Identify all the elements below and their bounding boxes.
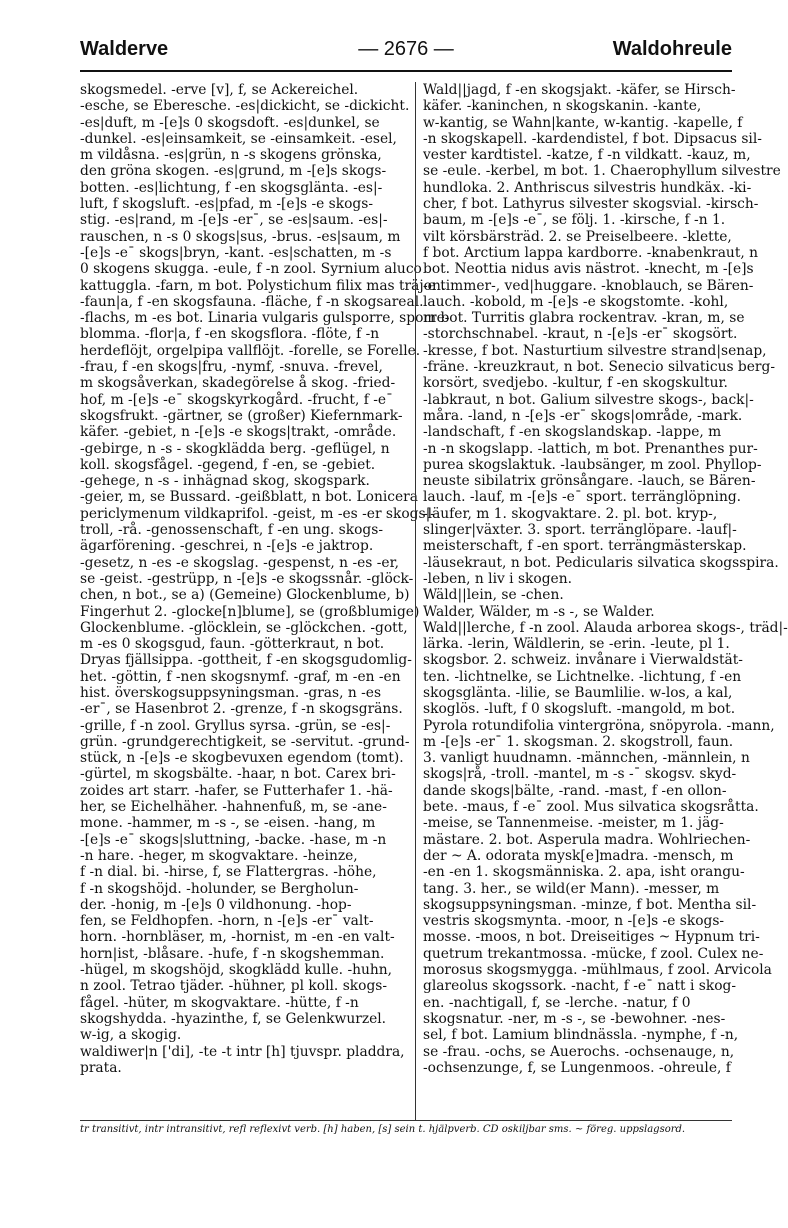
- entry-line: käfer. -gebiet, n -[e]s -e skogs|trakt, -område.: [80, 424, 397, 441]
- entry-line: m bot. Turritis glabra rockentrav. -kran, m, se: [423, 310, 745, 327]
- entry-line: mosse. -moos, n bot. Dreiseitiges ~ Hypnum tri-: [423, 929, 760, 946]
- entry-line: hist. överskogsuppsyningsman. -gras, n -es: [80, 684, 382, 701]
- entry-line: f -n dial. bi. -hirse, f, se Flattergras. -höhe,: [80, 864, 377, 881]
- entry-line: -esche, se Eberesche. -es|dickicht, se -dickicht.: [80, 98, 410, 115]
- entry-line: koll. skogsfågel. -gegend, f -en, se -gebiet.: [80, 456, 376, 473]
- entry-line: 3. vanligt huudnamn. -männchen, -männlein, n: [423, 750, 750, 767]
- entry-line: -en -en 1. skogsmänniska. 2. apa, isht orangu-: [423, 864, 745, 881]
- entry-line: morosus skogsmygga. -mühlmaus, f zool. Arvicola: [423, 962, 772, 979]
- entry-line: Fingerhut 2. -glocke[n]blume], se (großblumige): [80, 603, 420, 620]
- entry-line: -e timmer-, ved|huggare. -knoblauch, se Bären-: [423, 277, 754, 294]
- entry-line: horn|ist, -blåsare. -hufe, f -n skogshemman.: [80, 945, 385, 962]
- entry-line: meisterschaft, f -en sport. terrängmästerskap.: [423, 538, 747, 555]
- entry-line: fågel. -hüter, m skogvaktare. -hütte, f -n: [80, 994, 359, 1011]
- entry-line: -[e]s -eˉ skogs|bryn, -kant. -es|schatten, m -s: [80, 244, 392, 261]
- entry-line: -leben, n liv i skogen.: [423, 570, 572, 587]
- entry-line: skogshydda. -hyazinthe, f, se Gelenkwurzel.: [80, 1010, 387, 1027]
- entry-line: -frau, f -en skogs|fru, -nymf, -snuva. -frevel,: [80, 359, 383, 376]
- entry-line: vilt körsbärsträd. 2. se Preiselbeere. -klette,: [423, 228, 732, 245]
- entry-line: ten. -lichtnelke, se Lichtnelke. -lichtung, f -en: [423, 668, 742, 685]
- entry-line: -läufer, m 1. skogvaktare. 2. pl. bot. kryp-,: [423, 505, 718, 522]
- entry-line: quetrum trekantmossa. -mücke, f zool. Culex ne-: [423, 945, 764, 962]
- entry-line: grün. -grundgerechtigkeit, se -servitut. -grund-: [80, 733, 410, 750]
- entry-line: den gröna skogen. -es|grund, m -[e]s skogs-: [80, 163, 387, 180]
- entry-line: -es|duft, m -[e]s 0 skogsdoft. -es|dunkel, se: [80, 114, 380, 131]
- entry-line: het. -göttin, f -nen skogsnymf. -graf, m -en -en: [80, 668, 401, 685]
- entry-line: ägarförening. -geschrei, n -[e]s -e jaktrop.: [80, 538, 374, 555]
- entry-line: blomma. -flor|a, f -en skogsflora. -flöte, f -n: [80, 326, 380, 343]
- entry-line: -storchschnabel. -kraut, n -[e]s -erˉ skogsört.: [423, 326, 738, 343]
- entry-line: -gürtel, m skogsbälte. -haar, n bot. Carex bri-: [80, 766, 396, 783]
- footer-rule: [80, 1120, 732, 1121]
- entry-line: vester kardtistel. -katze, f -n vildkatt. -kauz, m,: [423, 147, 751, 164]
- entry-line: se -eule. -kerbel, m bot. 1. Chaerophyllum silvestre: [423, 163, 781, 180]
- entry-line: der ~ A. odorata mysk[e]madra. -mensch, m: [423, 847, 734, 864]
- entry-line: cher, f bot. Lathyrus silvester skogsvial. -kirsch-: [423, 196, 759, 213]
- entry-line: Pyrola rotundifolia vintergröna, snöpyrola. -mann,: [423, 717, 775, 734]
- entry-line: n zool. Tetrao tjäder. -hühner, pl koll. skogs-: [80, 978, 388, 995]
- entry-line: fen, se Feldhopfen. -horn, n -[e]s -erˉ valt-: [80, 913, 374, 930]
- entry-line: -kresse, f bot. Nasturtium silvestre strand|senap,: [423, 342, 767, 359]
- entry-line: lauch. -kobold, m -[e]s -e skogstomte. -kohl,: [423, 293, 729, 310]
- entry-line: -n hare. -heger, m skogvaktare. -heinze,: [80, 847, 358, 864]
- entry-line: botten. -es|lichtung, f -en skogsglänta. -es|-: [80, 179, 383, 196]
- entry-line: skogsmedel. -erve [v], f, se Ackereichel.: [80, 82, 359, 98]
- entry-line: luft, f skogsluft. -es|pfad, m -[e]s -e skogs-: [80, 196, 373, 213]
- entry-line: f -n skogshöjd. -holunder, se Bergholun-: [80, 880, 359, 897]
- entry-line: Wald||lerche, f -n zool. Alauda arborea skogs-, träd|-: [423, 619, 788, 636]
- entry-line: -meise, se Tannenmeise. -meister, m 1. jäg-: [423, 815, 724, 832]
- entry-line: bot. Neottia nidus avis nästrot. -knecht, m -[e]s: [423, 261, 754, 278]
- right-column: [423, 82, 788, 1076]
- right-guideword: Waldohreule: [612, 38, 732, 60]
- entry-line: -erˉ, se Hasenbrot 2. -grenze, f -n skogsgräns.: [80, 701, 403, 718]
- entry-line: -n skogskapell. -kardendistel, f bot. Dipsacus sil-: [423, 130, 762, 147]
- entry-line: zoides art starr. -hafer, se Futterhafer 1. -hä-: [80, 782, 393, 799]
- entry-line: -faun|a, f -en skogsfauna. -fläche, f -n skogsareal.: [80, 293, 424, 310]
- entry-line: Dryas fjällsippa. -gottheit, f -en skogsgudomlig-: [80, 652, 412, 669]
- entry-line: stück, n -[e]s -e skogbevuxen egendom (tomt).: [80, 750, 404, 767]
- column-divider: [415, 82, 416, 1120]
- entry-line: troll, -rå. -genossenschaft, f -en ung. skogs-: [80, 522, 383, 539]
- entry-line: w-ig, a skogig.: [80, 1027, 182, 1044]
- entry-line: -dunkel. -es|einsamkeit, se -einsamkeit. -esel,: [80, 130, 397, 147]
- entry-line: baum, m -[e]s -eˉ, se följ. 1. -kirsche, f -n 1.: [423, 212, 726, 229]
- entry-line: dande skogs|bälte, -rand. -mast, f -en ollon-: [423, 782, 727, 799]
- page-header: [80, 38, 732, 72]
- entry-line: kattuggla. -farn, m bot. Polystichum filix mas träjon.: [80, 277, 446, 294]
- entry-line: der. -honig, m -[e]s 0 vildhonung. -hop-: [80, 896, 352, 913]
- entry-line: prata.: [80, 1059, 122, 1076]
- header-rule: [80, 70, 732, 72]
- entry-line: måra. -land, n -[e]s -erˉ skogs|område, -mark.: [423, 407, 743, 424]
- entry-line: skogsuppsyningsman. -minze, f bot. Mentha sil-: [423, 896, 757, 913]
- entry-line: slinger|växter. 3. sport. terränglöpare. -lauf|-: [423, 522, 737, 539]
- page-number: — 2676 —: [358, 38, 454, 60]
- entry-line: lauch. -lauf, m -[e]s -eˉ sport. terränglöpning.: [423, 489, 742, 506]
- entry-line: skogsfrukt. -gärtner, se (großer) Kiefernmark-: [80, 407, 403, 424]
- entry-line: -[e]s -eˉ skogs|sluttning, -backe. -hase, m -n: [80, 831, 387, 848]
- left-guideword: Walderve: [80, 38, 169, 60]
- entry-line: -flachs, m -es bot. Linaria vulgaris gulsporre, sporre-: [80, 310, 450, 327]
- entry-line: neuste sibilatrix grönsångare. -lauch, se Bären-: [423, 473, 756, 490]
- entry-line: -landschaft, f -en skogslandskap. -lappe, m: [423, 424, 722, 441]
- entry-line: herdeflöjt, orgelpipa vallflöjt. -forelle, se Forelle.: [80, 342, 421, 359]
- entry-line: -geier, m, se Bussard. -geißblatt, n bot. Lonicera: [80, 489, 419, 506]
- entry-line: en. -nachtigall, f, se -lerche. -natur, f 0: [423, 994, 691, 1011]
- entry-line: lärka. -lerin, Wäldlerin, se -erin. -leute, pl 1.: [423, 636, 730, 653]
- entry-line: tang. 3. her., se wild(er Mann). -messer, m: [423, 880, 720, 897]
- entry-line: rauschen, n -s 0 skogs|sus, -brus. -es|saum, m: [80, 228, 401, 245]
- entry-line: m vildåsna. -es|grün, n -s skogens grönska,: [80, 147, 382, 164]
- entry-line: -grille, f -n zool. Gryllus syrsa. -grün, se -es|-: [80, 717, 391, 734]
- entry-line: skogsbor. 2. schweiz. invånare i Vierwaldstät-: [423, 652, 743, 669]
- entry-line: stig. -es|rand, m -[e]s -erˉ, se -es|saum. -es|-: [80, 212, 388, 229]
- entry-line: -n -n skogslapp. -lattich, m bot. Prenanthes pur-: [423, 440, 758, 457]
- entry-line: m -[e]s -erˉ 1. skogsman. 2. skogstroll, faun.: [423, 733, 734, 750]
- entry-line: hundloka. 2. Anthriscus silvestris hundkäx. -ki-: [423, 179, 752, 196]
- left-column: [80, 82, 450, 1076]
- entry-line: 0 skogens skugga. -eule, f -n zool. Syrnium aluco: [80, 261, 422, 278]
- entry-line: korsört, svedjebo. -kultur, f -en skogskultur.: [423, 375, 728, 392]
- entry-line: se -geist. -gestrüpp, n -[e]s -e skogssnår. -glöck-: [80, 570, 414, 587]
- entry-line: mästare. 2. bot. Asperula madra. Wohlriechen-: [423, 831, 751, 848]
- entry-line: mone. -hammer, m -s -, se -eisen. -hang, m: [80, 815, 376, 832]
- entry-line: -gebirge, n -s - skogklädda berg. -geflügel, n: [80, 440, 390, 457]
- entry-line: Wald||jagd, f -en skogsjakt. -käfer, se Hirsch-: [423, 82, 736, 98]
- entry-line: chen, n bot., se a) (Gemeine) Glockenblume, b): [80, 587, 410, 604]
- entry-line: horn. -hornbläser, m, -hornist, m -en -en valt-: [80, 929, 395, 946]
- entry-line: käfer. -kaninchen, n skogskanin. -kante,: [423, 98, 702, 115]
- entry-line: Wäld||lein, se -chen.: [423, 587, 564, 604]
- entry-line: glareolus skogssork. -nacht, f -eˉ natt i skog-: [423, 978, 737, 995]
- entry-line: waldiwer|n ['di], -te -t intr [h] tjuvspr. pladdra,: [80, 1043, 405, 1060]
- entry-line: f bot. Arctium lappa kardborre. -knabenkraut, n: [423, 244, 759, 261]
- entry-line: skogsnatur. -ner, m -s -, se -bewohner. -nes-: [423, 1010, 726, 1027]
- abbreviation-legend: tr transitivt, intr intransitivt, refl reflexivt verb. [h] haben, [s] sein t. hjälpverb. CD oskiljbar sms. ~ föreg. uppslagsord.: [80, 1124, 686, 1135]
- entry-line: -labkraut, n bot. Galium silvestre skogs-, back|-: [423, 391, 754, 408]
- entry-line: -ochsenzunge, f, se Lungenmoos. -ohreule, f: [423, 1059, 731, 1076]
- entry-line: skogsglänta. -lilie, se Baumlilie. w-los, a kal,: [423, 684, 733, 701]
- entry-line: vestris skogsmynta. -moor, n -[e]s -e skogs-: [423, 913, 725, 930]
- entry-line: -hügel, m skogshöjd, skogklädd kulle. -huhn,: [80, 962, 393, 979]
- entry-line: m -es 0 skogsgud, faun. -götterkraut, n bot.: [80, 636, 385, 653]
- entry-line: -gesetz, n -es -e skogslag. -gespenst, n -es -er,: [80, 554, 400, 571]
- entry-line: Glockenblume. -glöcklein, se -glöckchen. -gott,: [80, 619, 408, 636]
- entry-line: -läusekraut, n bot. Pedicularis silvatica skogsspira.: [423, 554, 779, 571]
- entry-line: her, se Eichelhäher. -hahnenfuß, m, se -ane-: [80, 799, 387, 816]
- entry-line: bete. -maus, f -eˉ zool. Mus silvatica skogsråtta.: [423, 799, 759, 816]
- entry-line: skogs|rå, -troll. -mantel, m -s -ˉ skogsv. skyd-: [423, 766, 737, 783]
- entry-line: sel, f bot. Lamium blindnässla. -nymphe, f -n,: [423, 1027, 739, 1044]
- entry-line: purea skogslaktuk. -laubsänger, m zool. Phyllop-: [423, 456, 762, 473]
- entry-line: hof, m -[e]s -eˉ skogskyrkogård. -frucht, f -eˉ: [80, 391, 393, 408]
- entry-line: Walder, Wälder, m -s -, se Walder.: [423, 603, 655, 620]
- entry-line: w-kantig, se Wahn|kante, w-kantig. -kapelle, f: [423, 114, 743, 131]
- entry-line: m skogsåverkan, skadegörelse å skog. -fried-: [80, 375, 396, 392]
- entry-line: skoglös. -luft, f 0 skogsluft. -mangold, m bot.: [423, 701, 736, 718]
- entry-line: -fräne. -kreuzkraut, n bot. Senecio silvaticus berg-: [423, 359, 776, 376]
- entry-line: -gehege, n -s - inhägnad skog, skogspark.: [80, 473, 370, 490]
- entry-line: se -frau. -ochs, se Auerochs. -ochsenauge, n,: [423, 1043, 735, 1060]
- entry-line: periclymenum vildkaprifol. -geist, m -es -er skogs|-: [80, 505, 435, 522]
